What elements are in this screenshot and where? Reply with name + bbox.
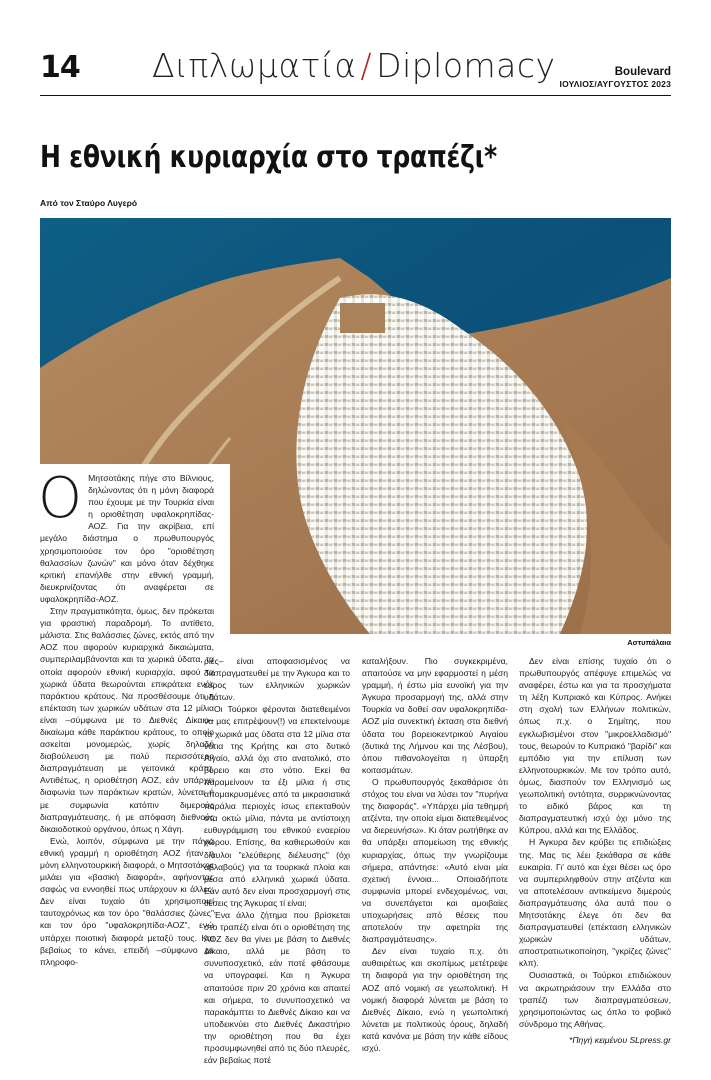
paragraph: Ουσιαστικά, οι Τούρκοι επιδιώκουν να ακρωτηριάσουν την Ελλάδα στο τραπέζι των διαπραγματεύσεων, χρησιμοποιώντας ως όπλο το φοβικό σύνδρομο της Αθήνας. xyxy=(519,970,671,1029)
column-2 xyxy=(204,655,350,1066)
section-title xyxy=(152,46,556,85)
header-rule xyxy=(40,95,671,96)
paragraph: ρίες– είναι αποφασισμένος να διαπραγματευθεί με την Άγκυρα και το εύρος των ελληνικών χωρικών υδάτων. xyxy=(204,656,350,703)
issue-date: ΙΟΥΛΙΟΣ/ΑΥΓΟΥΣΤΟΣ 2023 xyxy=(559,79,671,89)
source-note: *Πηγή κειμένου SLpress.gr xyxy=(568,1035,671,1045)
paragraph: Η Άγκυρα δεν κρύβει τις επιδιώξεις της. Μας τις λέει ξεκάθαρα σε κάθε ευκαιρία. Γι' αυτό και έχει θέσει ως όρο να συμπεριληφθούν στην ατζέντα και να αποτελέσουν αντικείμενο διμερούς διαπραγμάτευσης όλα αυτά που ο Μητσοτάκης έλεγε ότι δεν θα διαπραγματευθεί (επέκταση ελληνικών χωρικών υδάτων, αποστρατιωτικοποίηση, "γκρίζες ζώνες" κλπ). xyxy=(519,837,671,969)
intro-text: Μητσοτάκης πήγε στο Βίλνιους, δηλώνοντας ότι η μόνη διαφορά που έχουμε με την Τουρκία είναι η οριοθέτηση υφαλοκρηπίδας-ΑΟΖ. Για την ακρίβεια, επί μεγάλο διάστημα ο πρωθυπουργός χρησιμοποιούσε τον όρο "οριοθέτηση θαλασσίων ζωνών" και μόνο όταν δέχθηκε κριτική επανήλθε στην εθνική γραμμή, διευκρινίζοντας ότι αναφέρεται σε υφαλοκρηπίδα-ΑΟΖ. xyxy=(40,473,214,604)
paragraph: Ένα άλλο ζήτημα που βρίσκεται στο τραπέζι είναι ότι ο οριοθέτηση της ΑΟΖ δεν θα γίνει με βάση το Διεθνές Δίκαιο, αλλά με βάση το συνυποσχετικό, εάν ποτέ φθάσουμε να υπογραφεί. Και η Άγκυρα απαιτούσε πριν 20 χρόνια και απαιτεί και σήμερα, το συνυποσχετικό να παρακάμπτει το Διεθνές Δίκαιο και να υποδεικνύει στο Διεθνές Δικαστήριο την οριοθέτηση που θα έχει προσυμφωνηθεί από τις δύο πλευρές, εάν βεβαίως ποτέ xyxy=(204,909,350,1066)
photo-caption: Αστυπάλαια xyxy=(627,638,671,647)
section-greek: Διπλωματία xyxy=(152,46,357,85)
column-4 xyxy=(519,655,671,1030)
paragraph: Δεν είναι επίσης τυχαίο ότι ο πρωθυπουργός απέφυγε επιμελώς να αναφέρει, έστω και για τα προσχήματα τη λέξη Κυπριακό και Κύπρος. Ανήκει στη σχολή των Ελλήνων πολιτικών, όπως π.χ. ο Σημίτης, που εγκλωβισμένοι στον "μικροελλαδισμό" τους, θεωρούν το Κυπριακό "βαρίδι" και εμπόδιο για την επίλυση των ελληνοτουρκικών. Με τον τρόπο αυτό, όμως, διασπούν τον Ελληνισμό ως γεωπολιτική οντότητα, συρρικνώνοντας το ειδικό βάρος και τη διαπραγματευτική ισχύ όχι μόνο της Κύπρου, αλλά και της Ελλάδος. xyxy=(519,656,671,836)
page-number: 14 xyxy=(40,50,80,85)
section-separator: / xyxy=(360,46,373,85)
intro-paragraph xyxy=(38,466,214,605)
article-byline: Από τον Σταύρο Λυγερό xyxy=(40,198,138,208)
section-english: Diplomacy xyxy=(376,46,556,85)
paragraph: Οι Τούρκοι φέρονται διατεθειμένοι να μας επιτρέψουν(!) να επεκτείνουμε τα χωρικά μας ύδατα στα 12 μίλια στα νότια της Κρήτης και στο δυτικό Αιγαίο, αλλά όχι στο ανατολικό, στο βόρειο και στο νότιο. Εκεί θα παραμείνουν τα έξι μίλια ή στις απομακρυσμένες από τα μικρασιατικά παράλια περιοχές ίσως επεκταθούν στα οκτώ μίλια, πάντα με αντίστοιχη ευθυγράμμιση του εθνικού εναερίου χώρου. Επίσης, θα καθιερωθούν και δίαυλοι "ελεύθερης διέλευσης" (όχι αβλαβούς) για τα τουρκικά πλοία και μέσα από ελληνικά χωρικά ύδατα. Εάν αυτό δεν είναι προσχαρμογή στις θέσεις της Άγκυρας τί είναι; xyxy=(204,704,350,908)
paragraph: Ενώ, λοιπόν, σύμφωνα με την πάγια εθνική γραμμή η οριοθέτηση ΑΟΖ ήταν η μόνη ελληνοτουρκική διαφορά, ο Μητσοτάκης μιλάει για «βασική διαφορά», αφήνοντας σαφώς να εννοηθεί πως υπάρχουν κι άλλες. Δεν είναι τυχαίο ότι χρησιμοποιεί ταυτοχρόνως και τον όρο "θαλάσσιες ζώνες" και τον όρο "υφαλοκρηπίδα-ΑΟΖ", ενώ υπάρχει ποιοτική διαφορά μεταξύ τους. Και βεβαίως το κάνει, επειδή –σύμφωνο με πληροφο- xyxy=(40,835,214,967)
article-headline: Η εθνική κυριαρχία στο τραπέζι* xyxy=(40,140,498,175)
paragraph: Ο πρωθυπουργός ξεκαθάρισε ότι στόχος του είναι να λύσει τον "πυρήνα της διαφοράς". «Υπάρχει μία τεθημρή ατζέντα, την οποία είμαι διατεθειμένος να διερευνήσω». Κι όταν ρωτήθηκε αν θα υπάρξει απομείωση της εθνικής κυριαρχίας, όπως την γνωρίζουμε σήμερα, απάντησε: «Αυτό είναι μία σχετική έννοια... Οποιαδήποτε συμφωνία μπορεί ενδεχομένως, ναι, να συνεπάγεται και αμοιβαίες υποχωρήσεις από θέσεις που αποτελούν την αφετηρία της διαπραγμάτευσης». xyxy=(362,776,508,945)
drop-cap: Ο xyxy=(38,466,83,531)
column-3 xyxy=(362,655,508,1054)
paragraph: καταλήξουν. Πιο συγκεκριμένα, απαιτούσε να μην εφαρμοστεί η μέση γραμμή, ή έστω μία ευνοϊκή για την Άγκυρα προσαρμογή της, αλλά στην Τουρκία να δοθεί σαν υφαλοκρηπίδα-ΑΟΖ μία συνεκτική έκταση στα διεθνή ύδατα του βορειοκεντρικού Αιγαίου (δυτικά της Λήμνου και της Λέσβου), όπου πιθανολογείται η ύπαρξη κοιτασμάτων. xyxy=(362,656,508,775)
publication-brand xyxy=(560,66,671,89)
paragraph: Δεν είναι τυχαίο π.χ. ότι αυθαιρέτως και σκοπίμως μετέτρεψε τη διαφορά για την οριοθέτηση της ΑΟΖ από νομική σε γεωπολιτική. Η νομική διαφορά λύνεται με βάση το Διεθνές Δίκαιο, ενώ η γεωπολιτική λύνεται με πολιτικούς όρους, δηλαδή κατά κανόνα με βάση την κάθε είδους ισχύ. xyxy=(362,946,508,1053)
paragraph: Στην πραγματικότητα, όμως, δεν πρόκειται για φραστική παραδρομή. Το αντίθετο, μάλιστα. Στις θαλάσσιες ζώνες, εκτός από την ΑΟΖ που αφορούν κυριαρχικά δικαιώματα, συμπεριλαμβάνονται και τα χωρικά ύδατα, τα οποία αφορούν εθνική κυριαρχία, αφού τα χωρικά ύδατα θεωρούνται επικράτεια ενός παράκτιου κράτους. Να προσθέσουμε ότι η επέκταση των χωρικών υδάτων στα 12 μίλια είναι –σύμφωνα με το Διεθνές Δίκαιο– δικαίωμα κάθε παράκτιου κράτους, το οποίο ασκείται μονομερώς, χωρίς δηλαδή διαβούλευση με πολύ περισσότερο διαπραγμάτευση με γειτονικά κράτη. Αντιθέτως, η οριοθέτηση ΑΟΖ, εάν υπάρχει διαφωνία των παράκτιων κρατών, λύνεται ή με συμφωνία κατόπιν διμερούς διαπραγμάτευσης, ή με απόφαση διεθνούς δικαιοδοτικού οργάνου, όπως η Χάγη. xyxy=(40,606,214,834)
column-1 xyxy=(38,466,214,968)
brand-name: Boulevard xyxy=(614,66,671,78)
